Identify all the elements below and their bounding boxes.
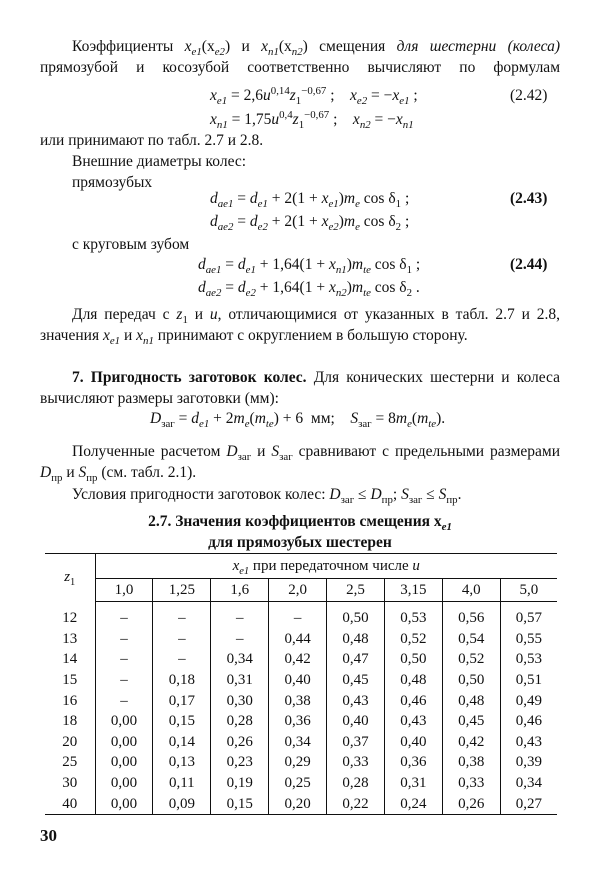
caption-sub: e1 (441, 521, 452, 534)
text: принимают с округлением в большую сторону. (153, 327, 468, 344)
table-cell: 0,34 (211, 649, 269, 670)
table-cell: 0,00 (95, 752, 153, 773)
table-cell: 0,31 (384, 773, 442, 794)
caption-text: 2.7. Значения коэффициентов смещения x (148, 513, 442, 530)
table-cell: 0,28 (327, 773, 385, 794)
table-cell: 0,15 (153, 711, 211, 732)
table-cell: 0,48 (442, 690, 500, 711)
symbol: D (329, 486, 341, 503)
compare-paragraph (40, 441, 560, 483)
table-cell: 0,45 (442, 711, 500, 732)
text-line: прямозубых (72, 174, 153, 191)
table-cell: 0,43 (500, 732, 557, 753)
symbol-sub: заг (237, 451, 252, 464)
table-cell: 0,00 (95, 773, 153, 794)
table-cell: 0,43 (327, 690, 385, 711)
text: Для конических шестерни и колеса вычисляют размеры заготовки (мм): (40, 369, 560, 407)
symbol: z (64, 569, 71, 586)
cell-z1: 40 (45, 793, 95, 814)
text: сравнивают с предельными размерами (292, 443, 560, 460)
table-cell: 0,40 (327, 711, 385, 732)
equation-line: $d_{ae2} = d_{e2} + 2(1 + x_{e2})m_e$ $\cos \delta_2$ ; (210, 213, 410, 234)
symbol-sub: пр (51, 472, 63, 485)
header-u: 1,0 (95, 579, 153, 602)
symbol-sub: пр (86, 472, 98, 485)
table-cell: – (153, 649, 211, 670)
symbol: D (370, 486, 382, 503)
equation-line: $d_{ae1} = d_{e1} + 1,64(1 + x_{n1})m_{te}$ $\cos \delta_1$ ; (198, 256, 421, 277)
symbol-sub: e1 (109, 335, 121, 348)
symbol-sub: пр (446, 494, 458, 507)
text: Полученные расчетом (72, 443, 227, 460)
table-cell: – (269, 602, 327, 629)
italic-text: для шестерни (колеса) (396, 38, 560, 55)
table-cell: 0,50 (442, 670, 500, 691)
text-line: с круговым зубом (72, 236, 190, 253)
cell-z1: 20 (62, 733, 78, 750)
table-cell: 0,19 (211, 773, 269, 794)
caption-text: для прямозубых шестерен (208, 534, 392, 551)
text: ≤ (422, 486, 439, 503)
table-cell: 0,30 (211, 690, 269, 711)
table-cell: – (211, 602, 269, 629)
equation-line: $x_{e1} = 2,6u^{0,14}z_1^{-0,67}$ ; $x_{e2} = -x_{e1}$ ; (210, 84, 418, 108)
table-cell: 0,17 (153, 690, 211, 711)
text: прямозубой и косозубой соответственно вычисляют по формулам (40, 59, 560, 76)
equation-line: $d_{ae2} = d_{e2} + 1,64(1 + x_{n2})m_{te}$ $\cos \delta_2$ . (198, 279, 420, 300)
symbol-sub: n1 (143, 335, 154, 348)
conditions-paragraph (72, 484, 572, 505)
table-cell: – (95, 690, 153, 711)
symbol: x (136, 327, 144, 344)
text: ) (302, 38, 308, 55)
table-cell: 0,52 (384, 629, 442, 650)
symbol-sub: e1 (191, 46, 202, 59)
text: Для передач с (72, 306, 177, 323)
table-row (45, 773, 557, 794)
table-cell: 0,40 (269, 670, 327, 691)
symbol-sub: 1 (70, 577, 76, 589)
table-cell: 0,27 (500, 793, 557, 814)
table-cell: 0,31 (211, 670, 269, 691)
table-row (45, 793, 557, 814)
symbol: x (232, 557, 240, 574)
text: (см. табл. 2.1). (97, 464, 197, 481)
table-cell: – (95, 629, 153, 650)
symbol: z (176, 306, 183, 323)
header-z1 (45, 554, 95, 602)
table-cell: 0,53 (384, 602, 442, 629)
equation-number: (2.44) (510, 256, 548, 273)
symbol: x (102, 327, 110, 344)
table-cell: 0,28 (211, 711, 269, 732)
text-line: Внешние диаметры колес: (72, 153, 247, 170)
table-cell: 0,43 (384, 711, 442, 732)
cell-z1: 16 (62, 692, 78, 709)
page-number: 30 (40, 826, 57, 845)
cell-z1: 15 (62, 672, 78, 689)
table-cell: 0,33 (327, 752, 385, 773)
table-cell: 0,13 (153, 752, 211, 773)
symbol-sub: заг (279, 451, 293, 464)
table-cell: 0,45 (327, 670, 385, 691)
cell-z1: 30 (62, 775, 78, 792)
table-cell: 0,53 (500, 649, 557, 670)
cell-z1: 13 (62, 630, 78, 647)
table-cell: 0,57 (500, 602, 557, 629)
table-cell: 0,00 (95, 711, 153, 732)
header-u: 2,5 (327, 579, 385, 602)
table-cell: 0,51 (500, 670, 557, 691)
blank-size-equation: $D_{заг} = d_{e1} + 2m_e(m_{te}) + 6$ мм; $S_{заг} = 8m_e(m_{te})$. (150, 410, 446, 431)
table-cell: 0,42 (269, 649, 327, 670)
text: (x (201, 38, 215, 55)
table-cell: – (95, 602, 153, 629)
table-cell: 0,36 (269, 711, 327, 732)
table-cell: 0,48 (384, 670, 442, 691)
table-cell: 0,29 (269, 752, 327, 773)
table-cell: 0,00 (95, 793, 153, 814)
symbol-sub: n1 (268, 46, 279, 59)
symbol: x (261, 38, 269, 55)
table-cell: 0,48 (327, 629, 385, 650)
table-cell: 0,11 (153, 773, 211, 794)
table-cell: 0,24 (384, 793, 442, 814)
table-cell: 0,38 (442, 752, 500, 773)
text: смещения (307, 38, 397, 55)
symbol: S (438, 486, 447, 503)
text: ≤ (354, 486, 371, 503)
table-cell: 0,39 (500, 752, 557, 773)
symbol: S (401, 486, 409, 503)
table-cell: 0,26 (211, 732, 269, 753)
symbol-sub: e2 (214, 46, 225, 59)
equation-line: $x_{n1} = 1,75u^{0,4}z_1^{-0,67}$ ; $x_{n2} = -x_{n1}$ (210, 108, 414, 132)
header-u: 1,6 (211, 579, 269, 602)
symbol: u (412, 557, 420, 574)
table-row (45, 711, 557, 732)
text-line: или принимают по табл. 2.7 и 2.8. (40, 132, 264, 149)
equation-line: $d_{ae1} = d_{e1} + 2(1 + x_{e1})m_e$ $\cos \delta_1$ ; (210, 190, 410, 211)
offset-coefficients-table (45, 553, 557, 815)
table-cell: 0,33 (442, 773, 500, 794)
symbol-sub: n2 (291, 46, 303, 59)
text: ; (392, 486, 402, 503)
table-cell: 0,40 (384, 732, 442, 753)
intro-paragraph (40, 36, 560, 78)
header-u: 4,0 (442, 579, 500, 602)
header-u: 1,25 (153, 579, 211, 602)
table-row (45, 602, 557, 629)
table-row (45, 690, 557, 711)
symbol-sub: e1 (239, 565, 250, 577)
text: . (457, 486, 462, 503)
table-row (45, 629, 557, 650)
table-row (45, 732, 557, 753)
table-cell: 0,46 (384, 690, 442, 711)
text: и (62, 464, 79, 481)
symbol-sub: заг (340, 494, 355, 507)
table-cell: 0,34 (269, 732, 327, 753)
text: Коэффициенты (72, 38, 185, 55)
table-cell: 0,23 (211, 752, 269, 773)
text: (x (278, 38, 292, 55)
table-cell: 0,42 (442, 732, 500, 753)
table-cell: 0,22 (327, 793, 385, 814)
section-heading: 7. Пригодность заготовок колес. (72, 369, 307, 386)
text: и (120, 327, 137, 344)
symbol: u (209, 306, 218, 323)
cell-z1: 25 (62, 754, 78, 771)
table-cell: 0,50 (384, 649, 442, 670)
table-cell: – (95, 670, 153, 691)
symbol-sub: заг (408, 494, 423, 507)
text: при передаточном числе (249, 557, 413, 574)
table-cell: 0,56 (442, 602, 500, 629)
table-cell: 0,26 (442, 793, 500, 814)
cell-z1: 14 (62, 651, 78, 668)
blank-suitability-paragraph (40, 367, 560, 409)
table-cell: – (95, 649, 153, 670)
symbol-sub: 1 (182, 314, 188, 327)
table-row (45, 649, 557, 670)
header-u: 2,0 (269, 579, 327, 602)
table-cell: 0,55 (500, 629, 557, 650)
cell-z1: 18 (62, 713, 78, 730)
table-cell: – (153, 629, 211, 650)
table-cell: 0,38 (269, 690, 327, 711)
header-u: 3,15 (384, 579, 442, 602)
table-cell: 0,52 (442, 649, 500, 670)
table-cell: 0,54 (442, 629, 500, 650)
symbol: S (78, 464, 87, 481)
table-row (45, 670, 557, 691)
equation-number: (2.43) (510, 190, 548, 207)
table-cell: 0,37 (327, 732, 385, 753)
table-row (45, 752, 557, 773)
text: ) (224, 38, 231, 55)
table-cell: – (153, 602, 211, 629)
symbol-sub: пр (381, 494, 393, 507)
table-cell: 0,36 (384, 752, 442, 773)
table-cell: 0,14 (153, 732, 211, 753)
table-cell: 0,20 (269, 793, 327, 814)
table-cell: 0,18 (153, 670, 211, 691)
equation-number: (2.42) (510, 87, 548, 104)
header-u: 5,0 (500, 579, 557, 602)
header-group (95, 554, 557, 579)
text: и (230, 38, 262, 55)
text: и (187, 306, 210, 323)
table-cell: 0,25 (269, 773, 327, 794)
table-cell: 0,09 (153, 793, 211, 814)
rounding-paragraph (40, 304, 560, 346)
text: Условия пригодности заготовок колес: (72, 486, 330, 503)
table-cell: 0,50 (327, 602, 385, 629)
table-cell: 0,46 (500, 711, 557, 732)
symbol: x (184, 38, 192, 55)
text: , отличающимися от указанных в табл. 2.7 и 2.8, значения (40, 306, 561, 344)
table-cell: – (211, 629, 269, 650)
table-cell: 0,15 (211, 793, 269, 814)
table-cell: 0,00 (95, 732, 153, 753)
symbol: S (271, 443, 280, 460)
table-cell: 0,34 (500, 773, 557, 794)
table-cell: 0,44 (269, 629, 327, 650)
table-cell: 0,49 (500, 690, 557, 711)
cell-z1: 12 (62, 610, 78, 627)
symbol: D (226, 443, 238, 460)
table-caption (0, 511, 600, 553)
symbol: D (40, 464, 52, 481)
text: и (251, 443, 272, 460)
table-cell: 0,47 (327, 649, 385, 670)
